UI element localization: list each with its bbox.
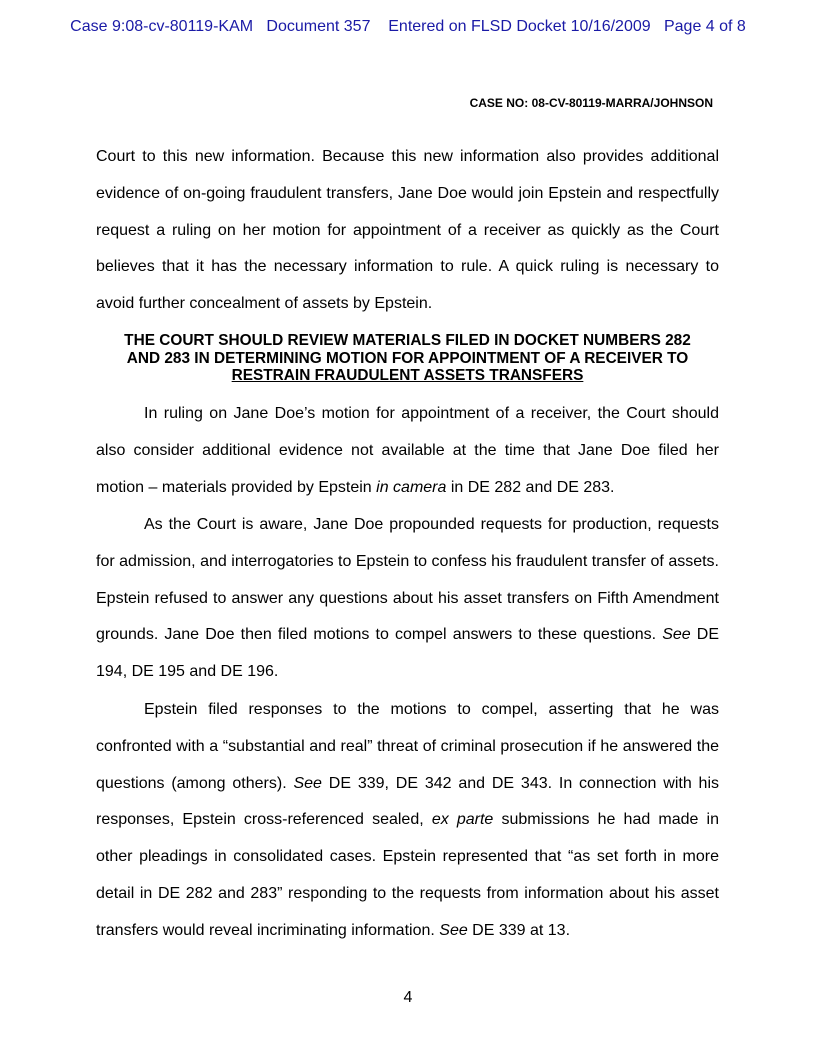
page-number: 4 bbox=[403, 989, 413, 1006]
paragraph-4 bbox=[96, 692, 719, 950]
paragraph-4-italic-3: See bbox=[439, 921, 468, 939]
paragraph-3-part-2: DE 194, DE 195 and DE 196. bbox=[96, 626, 720, 681]
section-heading bbox=[96, 332, 719, 385]
paragraph-2-part-1: In ruling on Jane Doe’s motion for appointment of a receiver, the Court should also consider additional evidence not available at the time that Jane Doe filed her motion – materials provided by Epstein bbox=[96, 405, 719, 496]
paragraph-2 bbox=[96, 396, 719, 506]
case-number: CASE NO: 08-CV-80119-MARRA/JOHNSON bbox=[469, 96, 713, 110]
paragraph-2-part-2: in DE 282 and DE 283. bbox=[446, 478, 615, 496]
heading-line-2: AND 283 IN DETERMINING MOTION FOR APPOINTMENT OF A RECEIVER TO bbox=[126, 349, 689, 367]
paragraph-continuation bbox=[96, 139, 719, 323]
paragraph-3-text bbox=[96, 507, 719, 691]
ecf-filing-stamp: Case 9:08-cv-80119-KAM Document 357 Entered on FLSD Docket 10/16/2009 Page 4 of 8 bbox=[70, 18, 746, 35]
heading-line-1: THE COURT SHOULD REVIEW MATERIALS FILED IN DOCKET NUMBERS 282 bbox=[124, 332, 691, 349]
paragraph-4-part-4: DE 339 at 13. bbox=[467, 921, 571, 939]
heading-line-3: RESTRAIN FRAUDULENT ASSETS TRANSFERS bbox=[231, 367, 584, 384]
paragraph-4-part-2: DE 339, DE 342 and DE 343. In connection with his responses, Epstein cross-referenced sealed, bbox=[96, 774, 720, 829]
paragraph-2-text bbox=[96, 396, 719, 506]
paragraph-4-italic-2: ex parte bbox=[431, 811, 494, 829]
paragraph-3-italic-1: See bbox=[662, 626, 691, 644]
paragraph-4-text bbox=[96, 692, 719, 950]
paragraph-4-italic-1: See bbox=[293, 774, 322, 792]
paragraph-3 bbox=[96, 507, 719, 691]
paragraph-1-text: Court to this new information. Because this new information also provides additional evidence of on-going fraudulent transfers, Jane Doe would join Epstein and respectfully request a ruling on her motion for appointment of a receiver as quickly as the Court believes that it has the necessary information to rule. A quick ruling is necessary to avoid further concealment of assets by Epstein. bbox=[96, 148, 719, 313]
paragraph-4-part-3: submissions he had made in other pleadings in consolidated cases. Epstein represented that “as set forth in more detail in DE 282 and 283” responding to the requests from information about his asset transfers would reveal incriminating information. bbox=[96, 811, 720, 939]
paragraph-3-part-1: As the Court is aware, Jane Doe propounded requests for production, requests for admission, and interrogatories to Epstein to confess his fraudulent transfer of assets. Epstein refused to answer any questions about his asset transfers on Fifth Amendment grounds. Jane Doe then filed motions to compel answers to these questions. bbox=[96, 516, 719, 644]
paragraph-4-part-1: Epstein filed responses to the motions to compel, asserting that he was confronted with a “substantial and real” threat of criminal prosecution if he answered the questions (among others). bbox=[96, 701, 719, 792]
paragraph-2-italic-1: in camera bbox=[376, 478, 447, 496]
